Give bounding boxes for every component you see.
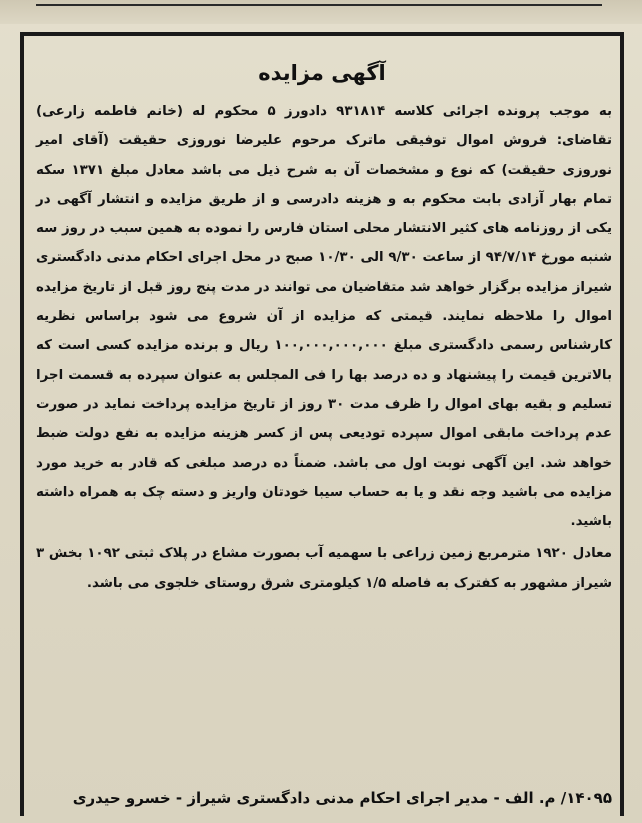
notice-paragraph-main: به موجب پرونده اجرائی کلاسه ۹۳۱۸۱۴ دادورز ۵ محکوم له (خانم فاطمه زارعی) تقاضای: فروش اموال توفیقی ماترک مرحوم علیرضا نوروزی حقیقت (آقای امیر نوروزی حقیقت) که نوع و مشخصات آن به شرح ذیل می باشد معادل مبلغ ۱۳۷۱ سکه تمام بهار آزادی بابت محکوم به و هزینه دادرسی و از طریق مزایده و انتشار آگهی در یکی از روزنامه های کثیر الانتشار محلی استان فارس را نموده به همین سبب در روز سه شنبه مورخ ۹۴/۷/۱۴ از ساعت ۹/۳۰ الی ۱۰/۳۰ صبح در محل اجرای احکام مدنی دادگستری شیراز مزایده برگزار خواهد شد متقاضیان می توانند در مدت پنج روز قبل از تاریخ مزایده اموال را ملاحظه نمایند. قیمتی که مزایده از آن شروع می شود براساس نظریه کارشناس رسمی دادگستری مبلغ ۱۰۰,۰۰۰,۰۰۰,۰۰۰ ریال و برنده مزایده کسی است که بالاترین قیمت را پیشنهاد و ده درصد بها را فی المجلس به عنوان سپرده به قسمت اجرا تسلیم و بقیه بهای اموال را ظرف مدت ۳۰ روز از تاریخ مزایده پرداخت نماید در صورت عدم پرداخت مابقی اموال سپرده تودیعی پس از کسر هزینه مزایده به نفع دولت ضبط خواهد شد. این آگهی نوبت اول می باشد. ضمناً ده درصد مبلغی که قادر به خرید مورد مزایده می باشید وجه نقد و یا به حساب سیبا خودتان واریز و دسته چک به همراه داشته باشید.	[36, 104, 612, 530]
notice-body	[36, 97, 612, 598]
notice-paragraph-property: معادل ۱۹۲۰ مترمربع زمین زراعی با سهمیه آب بصورت مشاع در پلاک ثبتی ۱۰۹۲ بخش ۳ شیراز مشهور به کفترک به فاصله ۱/۵ کیلومتری شرق روستای خلجوی می باشد.	[36, 546, 612, 591]
notice-title: آگهی مزایده	[258, 61, 386, 85]
notice-signature: ۱۴۰۹۵/ م. الف - مدیر اجرای احکام مدنی دادگستری شیراز - خسرو حیدری	[72, 789, 612, 807]
divider-rule	[36, 4, 602, 6]
previous-ad-edge	[0, 0, 642, 24]
